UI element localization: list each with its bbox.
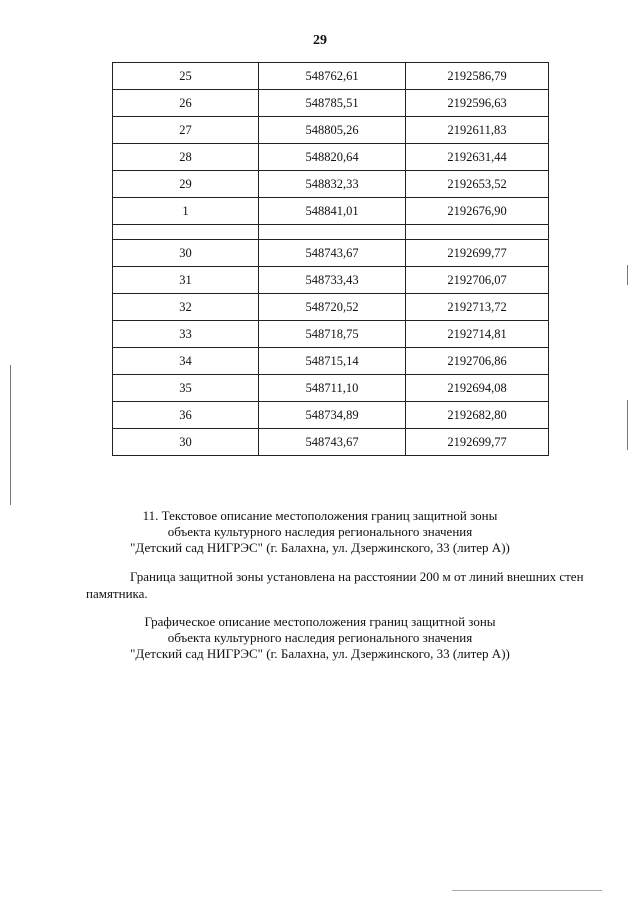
page-number: 29 <box>313 33 327 48</box>
table-row <box>113 90 549 117</box>
point-number-cell: 26 <box>113 90 259 117</box>
x-coordinate-cell: 548743,67 <box>259 429 406 456</box>
point-number-cell: 30 <box>113 240 259 267</box>
heading-line: "Детский сад НИГРЭС" (г. Балахна, ул. Дзержинского, 33 (литер А)) <box>130 646 510 661</box>
y-coordinate-cell: 2192631,44 <box>406 144 549 171</box>
y-coordinate-cell: 2192713,72 <box>406 294 549 321</box>
point-number-cell: 29 <box>113 171 259 198</box>
x-coordinate-cell: 548743,67 <box>259 240 406 267</box>
paragraph-line: памятника. <box>86 586 148 601</box>
point-number-cell: 32 <box>113 294 259 321</box>
boundary-paragraph <box>86 568 584 602</box>
y-coordinate-cell: 2192699,77 <box>406 240 549 267</box>
y-coordinate-cell: 2192682,80 <box>406 402 549 429</box>
coordinates-table <box>112 62 549 456</box>
scan-margin-mark <box>10 365 11 505</box>
x-coordinate-cell: 548733,43 <box>259 267 406 294</box>
table-row <box>113 429 549 456</box>
y-coordinate-cell: 2192611,83 <box>406 117 549 144</box>
point-number-cell: 31 <box>113 267 259 294</box>
heading-line: объекта культурного наследия регионального значения <box>167 524 473 539</box>
point-number-cell: 33 <box>113 321 259 348</box>
scan-margin-mark <box>627 400 628 450</box>
table-row <box>113 63 549 90</box>
table-row <box>113 348 549 375</box>
x-coordinate-cell: 548785,51 <box>259 90 406 117</box>
point-number-cell: 28 <box>113 144 259 171</box>
text-description-heading <box>0 508 640 556</box>
point-number-cell: 1 <box>113 198 259 225</box>
table-row <box>113 240 549 267</box>
scan-margin-mark <box>627 265 628 285</box>
table-row <box>113 294 549 321</box>
y-coordinate-cell: 2192586,79 <box>406 63 549 90</box>
table-row <box>113 225 549 240</box>
x-coordinate-cell <box>259 225 406 240</box>
y-coordinate-cell: 2192714,81 <box>406 321 549 348</box>
x-coordinate-cell: 548718,75 <box>259 321 406 348</box>
y-coordinate-cell: 2192653,52 <box>406 171 549 198</box>
x-coordinate-cell: 548841,01 <box>259 198 406 225</box>
x-coordinate-cell: 548762,61 <box>259 63 406 90</box>
paragraph-line: Граница защитной зоны установлена на расстоянии 200 м от линий внешних стен <box>130 569 584 584</box>
point-number-cell <box>113 225 259 240</box>
x-coordinate-cell: 548832,33 <box>259 171 406 198</box>
x-coordinate-cell: 548820,64 <box>259 144 406 171</box>
y-coordinate-cell: 2192706,86 <box>406 348 549 375</box>
graphic-description-heading <box>0 614 640 662</box>
heading-line: "Детский сад НИГРЭС" (г. Балахна, ул. Дзержинского, 33 (литер А)) <box>130 540 510 555</box>
point-number-cell: 30 <box>113 429 259 456</box>
table-row <box>113 402 549 429</box>
point-number-cell: 27 <box>113 117 259 144</box>
x-coordinate-cell: 548805,26 <box>259 117 406 144</box>
heading-line: объекта культурного наследия регионального значения <box>167 630 473 645</box>
point-number-cell: 36 <box>113 402 259 429</box>
x-coordinate-cell: 548715,14 <box>259 348 406 375</box>
heading-line: 11. Текстовое описание местоположения границ защитной зоны <box>142 508 498 523</box>
x-coordinate-cell: 548734,89 <box>259 402 406 429</box>
x-coordinate-cell: 548711,10 <box>259 375 406 402</box>
y-coordinate-cell <box>406 225 549 240</box>
table-row <box>113 321 549 348</box>
table-row <box>113 198 549 225</box>
footer-rule <box>452 890 602 891</box>
point-number-cell: 25 <box>113 63 259 90</box>
table-row <box>113 375 549 402</box>
point-number-cell: 34 <box>113 348 259 375</box>
table-row <box>113 171 549 198</box>
y-coordinate-cell: 2192706,07 <box>406 267 549 294</box>
table-row <box>113 144 549 171</box>
table-row <box>113 267 549 294</box>
heading-line: Графическое описание местоположения границ защитной зоны <box>144 614 496 629</box>
point-number-cell: 35 <box>113 375 259 402</box>
y-coordinate-cell: 2192596,63 <box>406 90 549 117</box>
y-coordinate-cell: 2192699,77 <box>406 429 549 456</box>
y-coordinate-cell: 2192676,90 <box>406 198 549 225</box>
x-coordinate-cell: 548720,52 <box>259 294 406 321</box>
table-row <box>113 117 549 144</box>
y-coordinate-cell: 2192694,08 <box>406 375 549 402</box>
